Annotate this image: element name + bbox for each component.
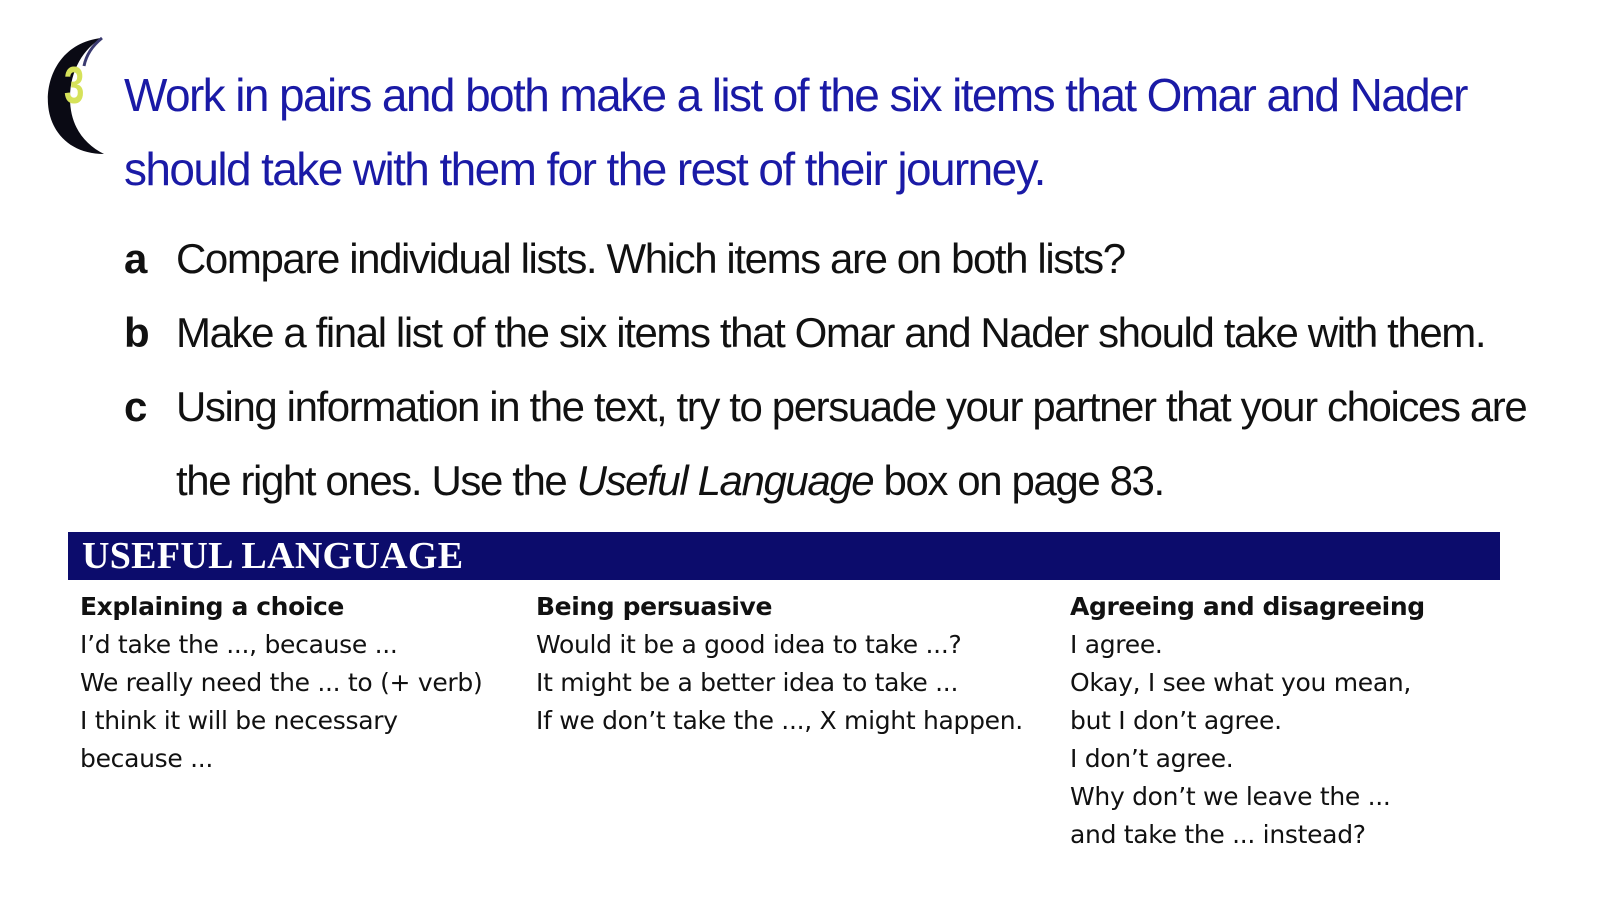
task-letter: b — [124, 309, 149, 356]
task-text: Compare individual lists. Which items are on both lists? — [176, 235, 1125, 282]
phrase-line: Why don’t we leave the ... — [1070, 782, 1391, 811]
phrase-line: Would it be a good idea to take ...? — [536, 630, 962, 659]
phrase-line: but I don’t agree. — [1070, 706, 1282, 735]
phrase-line: It might be a better idea to take ... — [536, 668, 959, 697]
task-text-after: box on page 83. — [873, 457, 1164, 504]
task-text-italic: Useful Language — [576, 457, 874, 504]
phrase-line: I think it will be necessary — [80, 706, 398, 735]
task-text: Make a final list of the six items that Omar and Nader should take with them. — [176, 309, 1486, 356]
phrase-line: I agree. — [1070, 630, 1163, 659]
phrase-line: Okay, I see what you mean, — [1070, 668, 1412, 697]
phrase-line: We really need the ... to (+ verb) — [80, 668, 483, 697]
language-column-persuasive — [536, 588, 1061, 740]
task-item-b — [124, 296, 1544, 370]
phrase-line: If we don’t take the ..., X might happen. — [536, 706, 1023, 735]
language-column-explaining — [80, 588, 530, 778]
phrase-line: and take the ... instead? — [1070, 820, 1366, 849]
useful-language-banner — [68, 532, 1500, 580]
task-letter: a — [124, 235, 146, 282]
language-column-agreeing — [1070, 588, 1550, 854]
exercise-number: 3 — [64, 57, 85, 115]
task-item-a — [124, 222, 1544, 296]
phrase-line: because ... — [80, 744, 214, 773]
task-item-c — [124, 370, 1544, 518]
task-letter: c — [124, 383, 146, 430]
useful-language-title: USEFUL LANGUAGE — [82, 535, 464, 577]
phrase-line: I’d take the ..., because ... — [80, 630, 398, 659]
column-heading: Explaining a choice — [80, 592, 344, 621]
task-text-before: Using information in the text, try to persuade your partner that your choices are the right ones. Use the — [176, 383, 1527, 504]
column-heading: Agreeing and disagreeing — [1070, 592, 1425, 621]
task-list — [124, 222, 1544, 518]
task-text — [176, 383, 1526, 504]
column-heading: Being persuasive — [536, 592, 773, 621]
exercise-instruction: Work in pairs and both make a list of the six items that Omar and Nader should take with them for the rest of their journey. — [124, 69, 1467, 195]
phrase-line: I don’t agree. — [1070, 744, 1234, 773]
